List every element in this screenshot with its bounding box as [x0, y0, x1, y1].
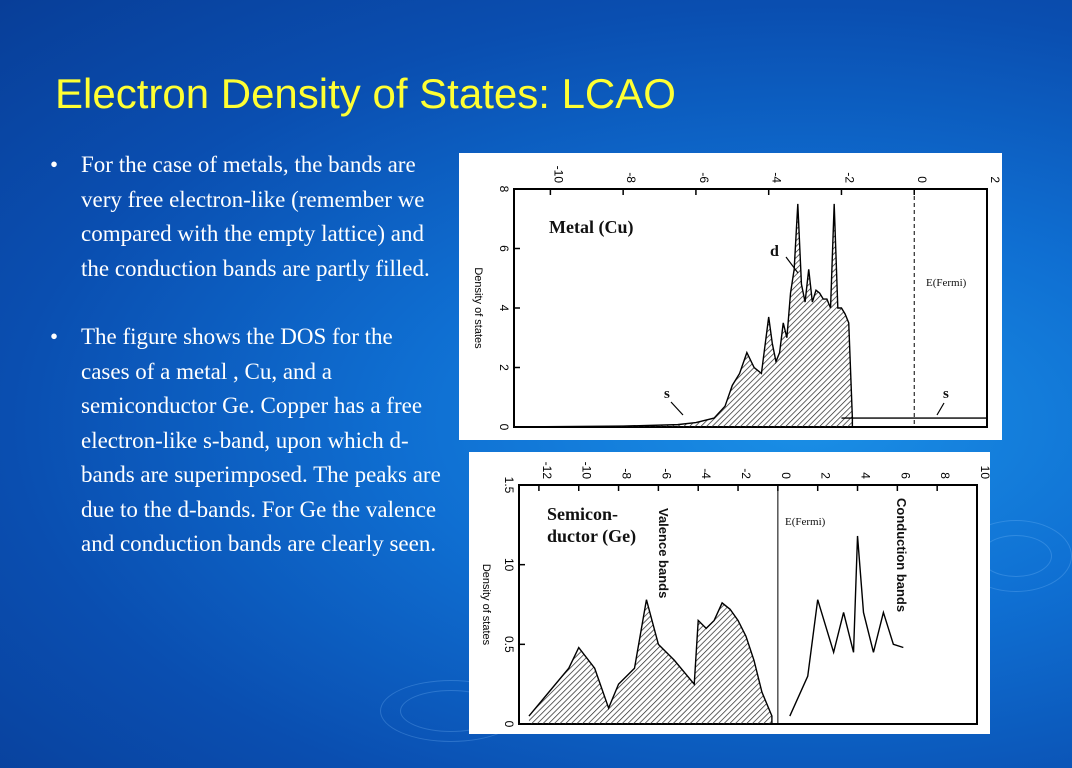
x-tick-label: -4 — [769, 172, 784, 183]
s-band-pointer — [671, 402, 683, 415]
valence-bands-label: Valence bands — [656, 508, 671, 599]
x-tick-label: 10 — [978, 465, 992, 479]
x-tick-label: -6 — [659, 468, 674, 479]
fermi-label: E(Fermi) — [785, 516, 826, 528]
x-tick-label: 2 — [988, 176, 1002, 183]
d-band-label: d — [770, 243, 779, 260]
bullet-text: For the case of metals, the bands are very free electron-like (remember we compared with the empty lattice) and the conduction bands are partly filled. — [81, 152, 430, 281]
x-tick-label: 0 — [915, 176, 930, 183]
x-tick-label: 0 — [778, 472, 793, 479]
dos-fill-area — [514, 204, 852, 427]
dos-empty-area — [790, 536, 904, 724]
x-tick-label: -8 — [624, 172, 639, 183]
x-tick-label: -8 — [619, 468, 634, 479]
x-tick-label: -2 — [842, 172, 857, 183]
y-tick-label: 1.5 — [502, 476, 516, 494]
y-tick-label: 4 — [497, 304, 511, 312]
y-tick-label: 2 — [497, 364, 511, 371]
y-tick-label: 6 — [497, 245, 511, 252]
x-tick-label: -6 — [696, 172, 711, 183]
y-axis-label: Density of states — [472, 267, 484, 349]
x-tick-label: 4 — [858, 472, 873, 479]
y-tick-label: 0 — [497, 423, 511, 431]
y-tick-label: 10 — [502, 557, 516, 572]
y-axis-label: Density of states — [480, 563, 492, 646]
ge-dos-figure — [469, 452, 990, 734]
ripple-decoration — [980, 535, 1052, 577]
chart-title: ductor (Ge) — [547, 526, 637, 546]
y-tick-label: 0 — [502, 720, 516, 728]
fermi-label: E(Fermi) — [926, 277, 967, 289]
x-tick-label: 6 — [898, 472, 913, 479]
bullet-item — [50, 320, 445, 562]
conduction-bands-label: Conduction bands — [894, 498, 909, 613]
slide-title: Electron Density of States: LCAO — [55, 70, 676, 117]
cu-dos-chart — [459, 153, 1002, 440]
y-tick-label: 8 — [497, 185, 511, 193]
bullet-dot: • — [50, 152, 59, 177]
chart-title: Semicon- — [547, 504, 618, 524]
dos-curve — [790, 536, 904, 716]
bullet-item — [50, 148, 445, 286]
x-tick-label: 8 — [938, 472, 953, 479]
cu-dos-figure — [459, 153, 1002, 440]
x-tick-label: -10 — [551, 165, 566, 183]
chart-title: Metal (Cu) — [549, 217, 634, 237]
dos-fill-area — [529, 600, 772, 724]
x-tick-label: -2 — [739, 468, 754, 479]
s-band-label: s — [943, 386, 949, 402]
ge-dos-chart — [469, 452, 990, 734]
x-tick-label: -12 — [539, 461, 554, 479]
y-tick-label: 0.5 — [502, 635, 516, 653]
s-band-pointer — [937, 403, 944, 415]
x-tick-label: -4 — [699, 468, 714, 479]
s-band-label: s — [664, 386, 670, 402]
x-tick-label: 2 — [818, 472, 833, 479]
x-tick-label: -10 — [579, 461, 594, 479]
bullet-text: The figure shows the DOS for the cases of a metal , Cu, and a semiconductor Ge. Copper has a free electron-like s-band, upon which d-bands are superimposed. The peaks are due to the d-bands. For Ge the valence and conduction bands are clearly seen. — [81, 324, 441, 556]
bullet-dot: • — [50, 324, 59, 349]
bullet-list — [50, 148, 445, 596]
